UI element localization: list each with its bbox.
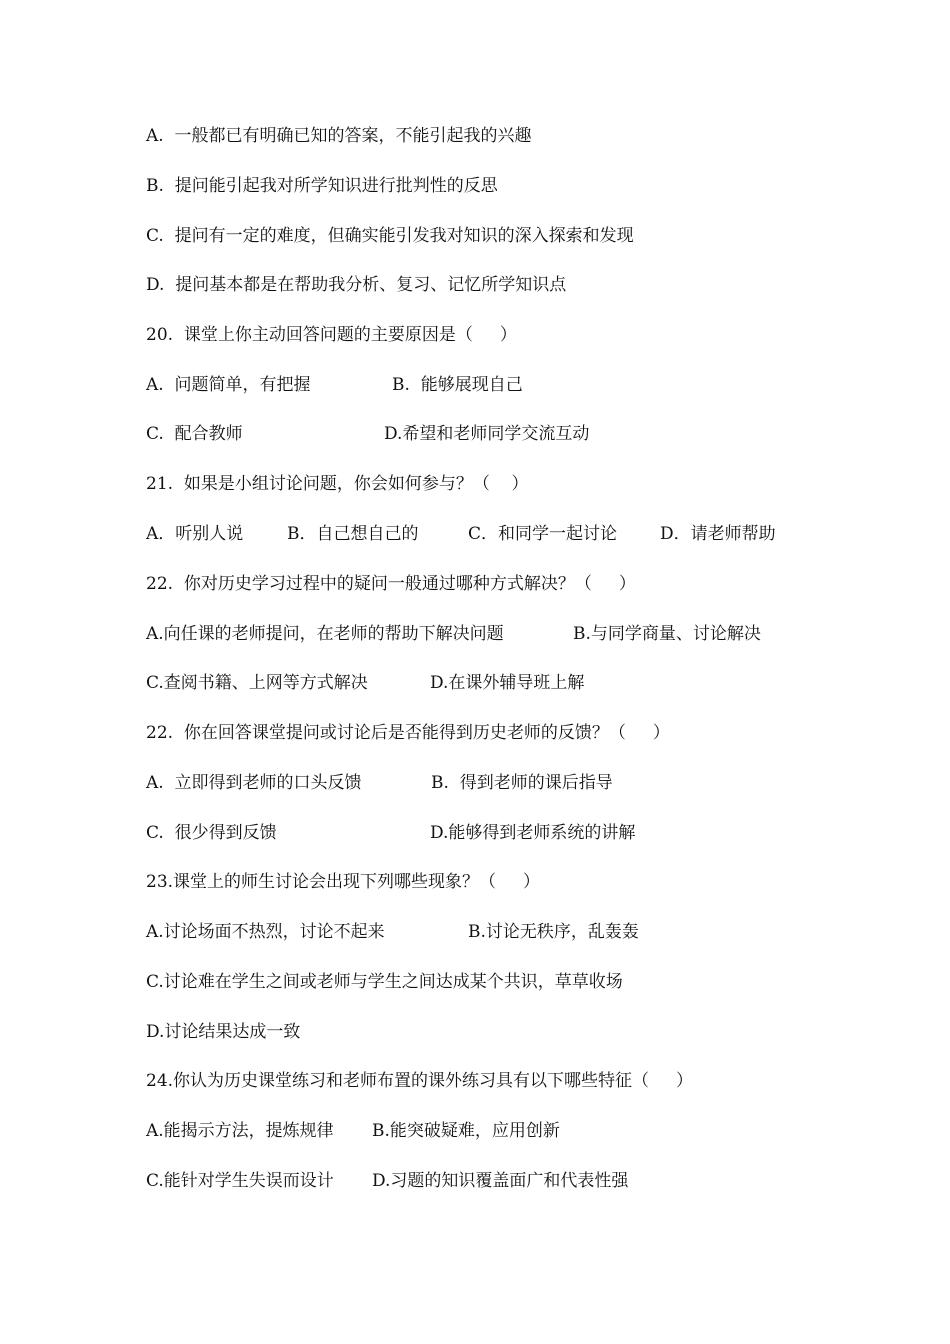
q21-option-b: B．自己想自己的 xyxy=(287,524,419,544)
q22b-option-a: A. 立即得到老师的口头反馈 xyxy=(146,773,362,793)
q22a-option-b: B.与同学商量、讨论解决 xyxy=(573,624,761,644)
question-24: 24.你认为历史课堂练习和老师布置的课外练习具有以下哪些特征（ ） xyxy=(146,1071,694,1091)
q23-option-c: C.讨论难在学生之间或老师与学生之间达成某个共识，草草收场 xyxy=(146,972,623,992)
question-22-second: 22. 你在回答课堂提问或讨论后是否能得到历史老师的反馈？（ ） xyxy=(146,723,670,743)
q21-option-c: C．和同学一起讨论 xyxy=(468,524,618,544)
option-d-prev: D. 提问基本都是在帮助我分析、复习、记忆所学知识点 xyxy=(146,275,567,295)
q20-option-c: C. 配合教师 xyxy=(146,424,243,444)
question-22-first-options-row2 xyxy=(146,668,846,698)
question-22-first-options-row1 xyxy=(146,619,846,649)
q22b-option-b: B. 得到老师的课后指导 xyxy=(431,773,613,793)
question-23: 23.课堂上的师生讨论会出现下列哪些现象？（ ） xyxy=(146,872,541,892)
q23-option-b: B.讨论无秩序，乱轰轰 xyxy=(468,922,639,942)
question-22-second-options-row2 xyxy=(146,818,846,848)
q21-option-d: D．请老师帮助 xyxy=(660,524,776,544)
question-21: 21. 如果是小组讨论问题，你会如何参与？（ ） xyxy=(146,474,529,494)
q22b-option-d: D.能够得到老师系统的讲解 xyxy=(430,823,636,843)
question-22-first: 22. 你对历史学习过程中的疑问一般通过哪种方式解决？（ ） xyxy=(146,574,636,594)
question-24-options-row1 xyxy=(146,1116,846,1146)
q23-option-a: A.讨论场面不热烈，讨论不起来 xyxy=(146,922,385,942)
q22a-option-c: C.查阅书籍、上网等方式解决 xyxy=(146,673,368,693)
question-20-options-row1 xyxy=(146,370,846,400)
q22b-option-c: C. 很少得到反馈 xyxy=(146,823,277,843)
q20-option-a: A. 问题简单，有把握 xyxy=(146,375,311,395)
q22a-option-a: A.向任课的老师提问，在老师的帮助下解决问题 xyxy=(146,624,504,644)
question-20: 20. 课堂上你主动回答问题的主要原因是（ ） xyxy=(146,325,517,345)
q21-option-a: A．听别人说 xyxy=(146,524,244,544)
option-a-prev: A. 一般都已有明确已知的答案，不能引起我的兴趣 xyxy=(146,126,532,146)
q20-option-d: D.希望和老师同学交流互动 xyxy=(384,424,590,444)
q22a-option-d: D.在课外辅导班上解 xyxy=(430,673,585,693)
option-c-prev: C. 提问有一定的难度，但确实能引发我对知识的深入探索和发现 xyxy=(146,226,634,246)
question-24-options-row2 xyxy=(146,1166,846,1196)
question-20-options-row2 xyxy=(146,419,846,449)
q23-option-d: D.讨论结果达成一致 xyxy=(146,1022,301,1042)
option-b-prev: B. 提问能引起我对所学知识进行批判性的反思 xyxy=(146,176,498,196)
q24-option-b: B.能突破疑难，应用创新 xyxy=(372,1121,560,1141)
q24-option-d: D.习题的知识覆盖面广和代表性强 xyxy=(372,1171,629,1191)
q24-option-c: C.能针对学生失误而设计 xyxy=(146,1171,334,1191)
q24-option-a: A.能揭示方法，提炼规律 xyxy=(146,1121,334,1141)
question-22-second-options-row1 xyxy=(146,768,846,798)
question-21-options xyxy=(146,519,846,549)
question-23-options-row1 xyxy=(146,917,846,947)
q20-option-b: B. 能够展现自己 xyxy=(392,375,523,395)
